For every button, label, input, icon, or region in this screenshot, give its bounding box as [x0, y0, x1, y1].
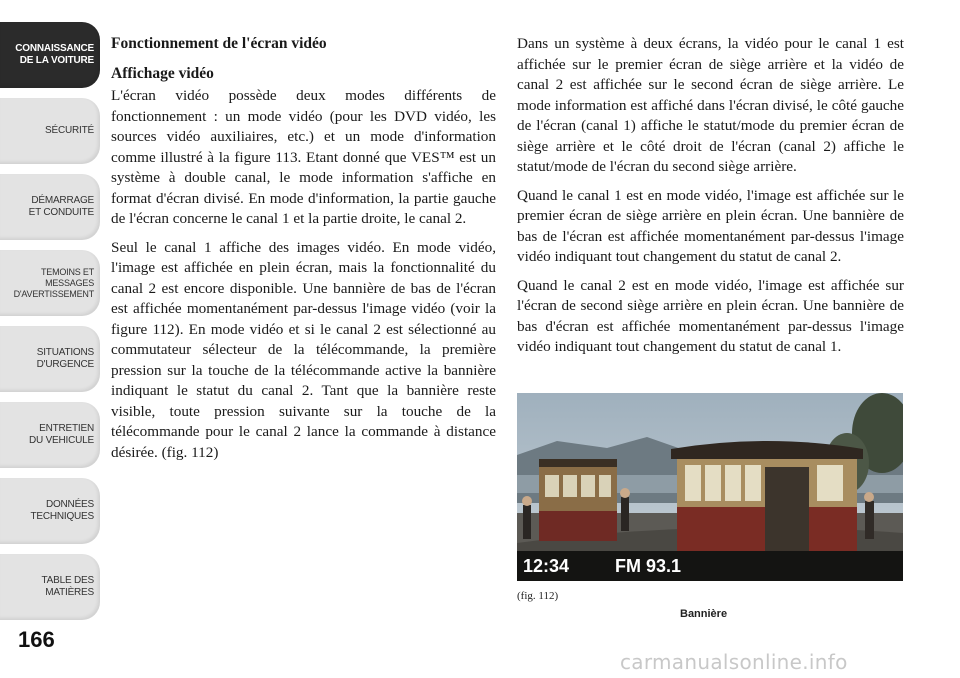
- tab-entretien-vehicule[interactable]: ENTRETIEN DU VEHICULE: [0, 402, 100, 468]
- right-column: [517, 34, 904, 366]
- tab-demarrage-conduite[interactable]: DÉMARRAGE ET CONDUITE: [0, 174, 100, 240]
- tab-securite[interactable]: SÉCURITÉ: [0, 98, 100, 164]
- banner-station: FM 93.1: [615, 555, 682, 576]
- page-number: 166: [18, 627, 55, 652]
- paragraph: Dans un système à deux écrans, la vidéo pour le canal 1 est affichée sur le premier écran de siège arrière et la vidéo de canal 2 est affichée sur le second écran de siège arrière. Le mode information est affiché dans l'écran divisé, le côté gauche de l'écran (canal 1) affiche le statut/mode du premier écran de siège arrière et le côté droit de l'écran (canal 2) affiche le statut/mode de l'écran du second siège arrière.: [517, 35, 904, 175]
- banner-time: 12:34: [523, 555, 570, 576]
- video-screen-figure: [517, 393, 903, 581]
- paragraph: Seul le canal 1 affiche des images vidéo. En mode vidéo, l'image est affichée en plein écran, mais la fonctionnalité du canal 2 est encore disponible. Une bannière de bas de l'écran est affichée momentanément par-dessus l'image vidéo (voir la figure 112). En mode vidéo et si le canal 2 est sélectionné au commutateur sélecteur de la télécommande, la première pression sur la touche de la télécommande active la bannière indiquant le statut du canal 2. Tant que la bannière reste visible, toute pression suivante sur la touche de la télécommande pour le canal 2 lance la commande à distance désirée. (fig. 112): [111, 238, 496, 461]
- paragraph: L'écran vidéo possède deux modes différents de fonctionnement : un mode vidéo (pour les DVD vidéo, les sources vidéo auxiliaires, etc.) et un mode d'information comme illustré à la figure 113. Etant donné que VES™ est un système à double canal, le mode information s'affiche en format d'écran divisé. En mode d'information, la partie gauche de l'écran concerne le canal 1 et la partie droite, le canal 2.: [111, 87, 496, 227]
- paragraph: Quand le canal 1 est en mode vidéo, l'image est affichée sur le premier écran de siège arrière en plein écran. Une bannière de bas de l'écran est affichée momentanément par-dessus l'image vidéo indiquant tout changement du statut de canal 2.: [517, 186, 904, 265]
- watermark: carmanualsonline.info: [620, 650, 848, 674]
- section-subheading: Affichage vidéo: [111, 64, 214, 82]
- section-heading: Fonctionnement de l'écran vidéo: [111, 35, 327, 52]
- tab-situations-urgence[interactable]: SITUATIONS D'URGENCE: [0, 326, 100, 392]
- tab-connaissance-voiture[interactable]: CONNAISSANCE DE LA VOITURE: [0, 22, 100, 88]
- tab-temoins-messages[interactable]: TEMOINS ET MESSAGES D'AVERTISSEMENT: [0, 250, 100, 316]
- left-column: [111, 34, 496, 471]
- figure-caption: (fig. 112): [517, 590, 559, 602]
- status-banner: [517, 551, 903, 581]
- tab-donnees-techniques[interactable]: DONNÉES TECHNIQUES: [0, 478, 100, 544]
- tab-table-matieres[interactable]: TABLE DES MATIÈRES: [0, 554, 100, 620]
- figure-label: Bannière: [680, 608, 728, 620]
- paragraph: Quand le canal 2 est en mode vidéo, l'image est affichée sur l'écran de second siège arrière en plein écran. Une bannière de bas d'écran est affichée momentanément par-dessus l'image vidéo indiquant tout changement du statut de canal 1.: [517, 276, 904, 355]
